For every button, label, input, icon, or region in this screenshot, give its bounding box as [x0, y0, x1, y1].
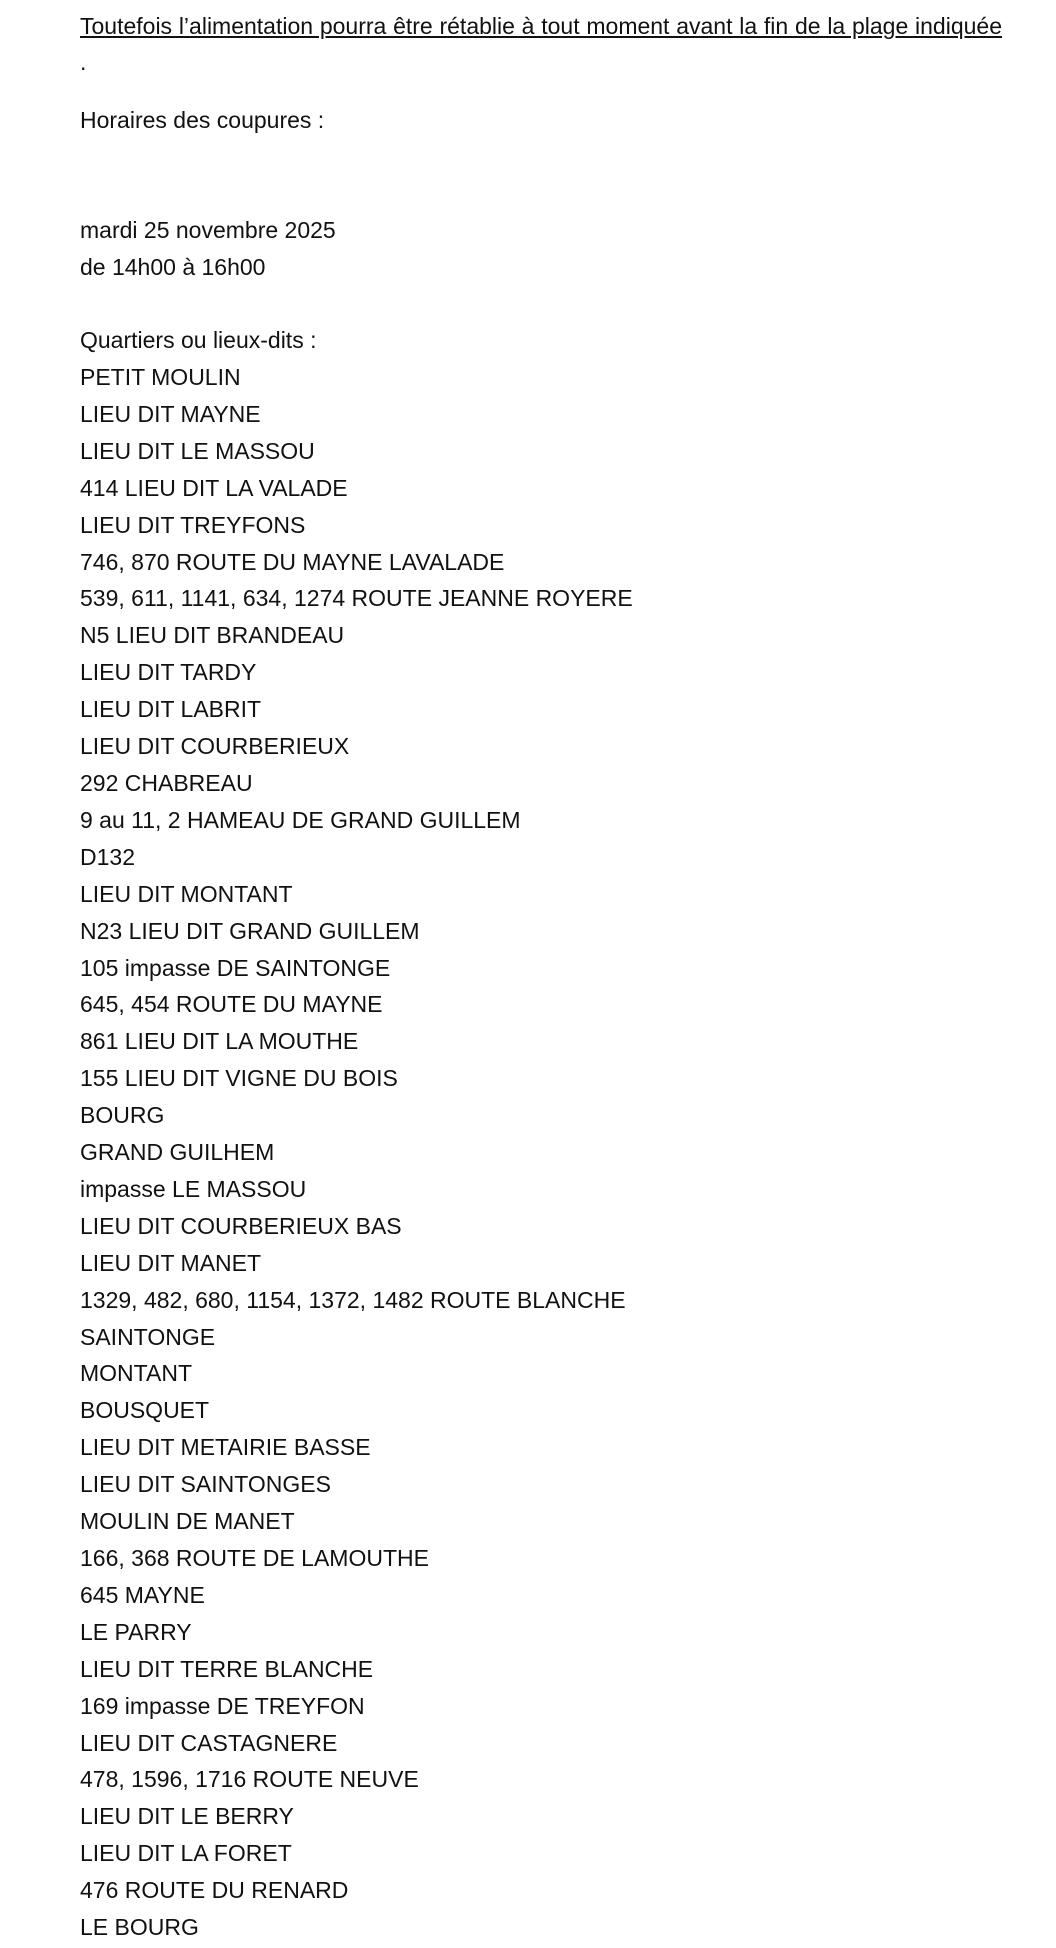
restoration-notice-text: Toutefois l’alimentation pourra être rétablie à tout moment avant la fin de la plage indiquée [80, 13, 1002, 39]
area-list-item: BOUSQUET [80, 1397, 210, 1424]
area-list-item: BOURG [80, 1102, 165, 1129]
area-list-item: 645, 454 ROUTE DU MAYNE [80, 991, 383, 1018]
area-list-item: 478, 1596, 1716 ROUTE NEUVE [80, 1766, 419, 1793]
outage-date-block [80, 212, 1000, 286]
area-list-item: LIEU DIT TREYFONS [80, 511, 306, 538]
area-list-item: LIEU DIT MONTANT [80, 880, 293, 907]
outage-time-range: de 14h00 à 16h00 [80, 254, 266, 280]
area-list-item: 155 LIEU DIT VIGNE DU BOIS [80, 1065, 398, 1092]
area-list-item: LIEU DIT TERRE BLANCHE [80, 1655, 374, 1682]
area-list-item: LE BOURG [80, 1914, 199, 1941]
area-list-item: 476 ROUTE DU RENARD [80, 1877, 349, 1904]
area-list-item: 105 impasse DE SAINTONGE [80, 954, 391, 981]
area-list-item: 861 LIEU DIT LA MOUTHE [80, 1028, 359, 1055]
area-list-item: 414 LIEU DIT LA VALADE [80, 474, 348, 501]
area-list-item: LIEU DIT COURBERIEUX [80, 733, 350, 760]
area-list-item: LIEU DIT LA FORET [80, 1840, 292, 1867]
restoration-notice [80, 8, 1002, 80]
area-list-item: LIEU DIT CASTAGNERE [80, 1729, 338, 1756]
area-list [80, 359, 1000, 1946]
area-list-item: N23 LIEU DIT GRAND GUILLEM [80, 917, 420, 944]
area-list-item: GRAND GUILHEM [80, 1139, 275, 1166]
area-list-item: MOULIN DE MANET [80, 1508, 295, 1535]
restoration-notice-period: . [80, 49, 87, 75]
area-list-item: 1329, 482, 680, 1154, 1372, 1482 ROUTE BLANCHE [80, 1286, 626, 1313]
area-list-item: LIEU DIT METAIRIE BASSE [80, 1434, 371, 1461]
area-list-item: LIEU DIT SAINTONGES [80, 1471, 331, 1498]
area-list-item: MONTANT [80, 1360, 193, 1387]
area-list-item: LE PARRY [80, 1618, 192, 1645]
area-list-item: LIEU DIT MAYNE [80, 400, 261, 427]
area-list-item: D132 [80, 843, 135, 870]
area-list-item: 746, 870 ROUTE DU MAYNE LAVALADE [80, 548, 505, 575]
area-list-item: LIEU DIT LE BERRY [80, 1803, 294, 1830]
document-body [80, 8, 1000, 1946]
area-list-item: 166, 368 ROUTE DE LAMOUTHE [80, 1545, 429, 1571]
schedule-heading: Horaires des coupures : [80, 107, 325, 133]
area-list-item: SAINTONGE [80, 1323, 216, 1350]
area-list-item: 292 CHABREAU [80, 769, 253, 796]
area-list-item: impasse LE MASSOU [80, 1175, 307, 1202]
outage-date: mardi 25 novembre 2025 [80, 217, 336, 243]
area-list-item: 645 MAYNE [80, 1581, 205, 1608]
area-list-item: 169 impasse DE TREYFON [80, 1692, 365, 1719]
area-list-item: LIEU DIT MANET [80, 1249, 262, 1276]
area-list-item: LIEU DIT TARDY [80, 659, 257, 686]
area-list-item: 539, 611, 1141, 634, 1274 ROUTE JEANNE ROYERE [80, 585, 633, 612]
area-list-item: N5 LIEU DIT BRANDEAU [80, 622, 345, 649]
area-list-item: PETIT MOULIN [80, 364, 241, 390]
area-list-item: LIEU DIT COURBERIEUX BAS [80, 1212, 402, 1239]
areas-heading: Quartiers ou lieux-dits : [80, 327, 317, 353]
area-list-item: 9 au 11, 2 HAMEAU DE GRAND GUILLEM [80, 806, 521, 833]
area-list-item: LIEU DIT LE MASSOU [80, 437, 315, 464]
area-list-item: LIEU DIT LABRIT [80, 696, 262, 723]
